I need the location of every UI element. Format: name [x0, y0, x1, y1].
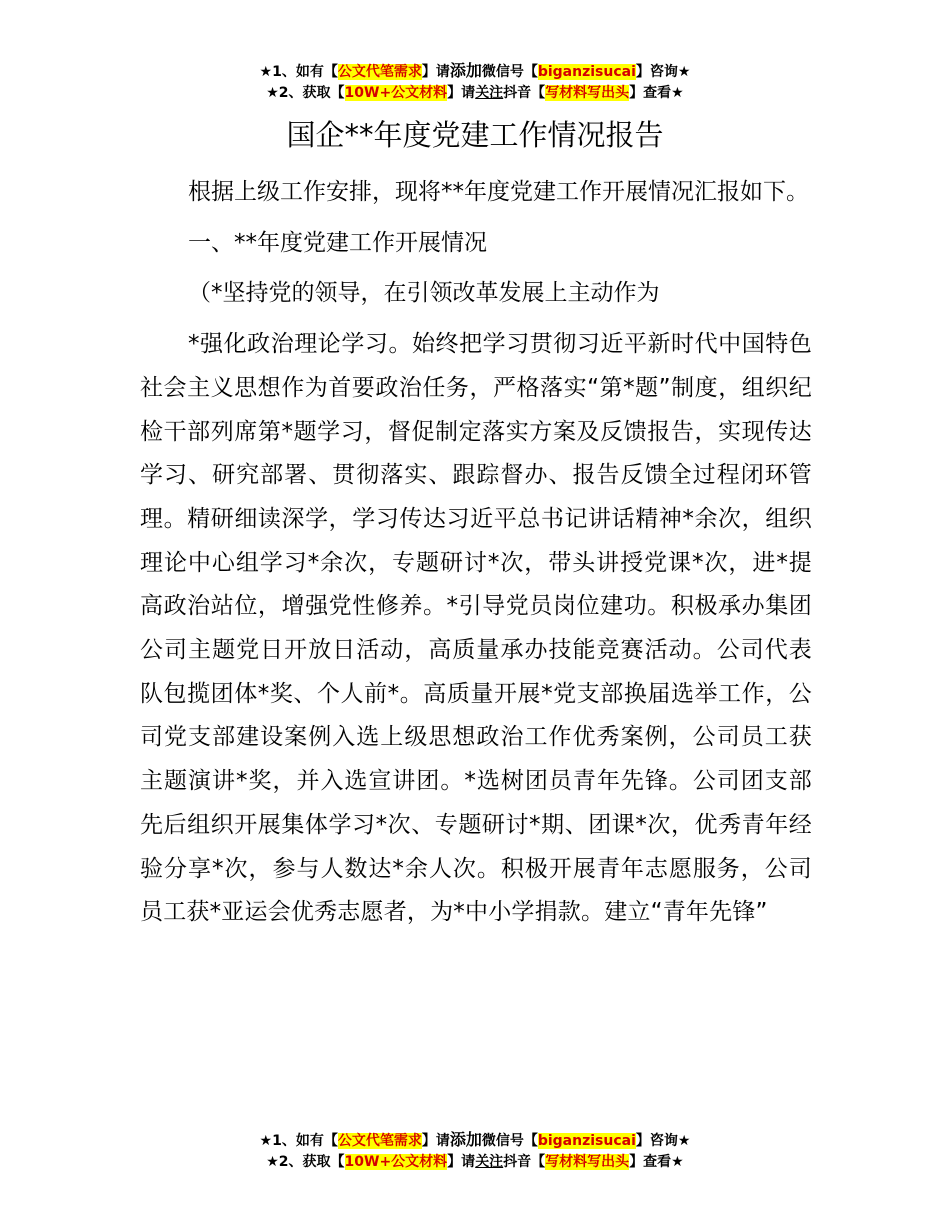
promo-banner-top: [0, 60, 950, 104]
promo-line-2: [0, 83, 950, 104]
promo-douyin-id: 写材料写出头: [545, 85, 630, 101]
promo-text: 抖音【: [503, 85, 546, 101]
promo-text: 微信号【: [481, 1133, 538, 1149]
promo-text: 】请: [447, 1154, 476, 1170]
promo-text: 】咨询★: [635, 64, 691, 80]
document-body: [140, 171, 812, 942]
promo-text: 】请: [447, 85, 476, 101]
promo-text: 抖音【: [503, 1154, 546, 1170]
promo-highlight: 公文代笔需求: [337, 64, 422, 80]
promo-emphasis: 添加: [449, 61, 482, 80]
promo-banner-bottom: [0, 1129, 950, 1173]
promo-text: ★2、获取【: [266, 1154, 345, 1170]
promo-wechat-id: biganzisucai: [537, 64, 636, 80]
promo-emphasis: 关注: [475, 1154, 504, 1170]
promo-highlight: 10W+公文材料: [344, 85, 448, 101]
promo-text: 】咨询★: [635, 1133, 691, 1149]
promo-text: ★1、如有【: [259, 1133, 338, 1149]
promo-text: 】查看★: [629, 1154, 684, 1170]
intro-paragraph: 根据上级工作安排，现将**年度党建工作开展情况汇报如下。: [188, 179, 809, 205]
document-title: 国企**年度党建工作情况报告: [286, 118, 664, 152]
promo-douyin-id: 写材料写出头: [545, 1154, 630, 1170]
promo-text: ★2、获取【: [266, 85, 345, 101]
promo-text: 】请: [421, 1133, 450, 1149]
promo-highlight: 10W+公文材料: [344, 1154, 448, 1170]
promo-highlight: 公文代笔需求: [337, 1133, 422, 1149]
promo-text: ★1、如有【: [259, 64, 338, 80]
promo-line-1: [0, 60, 950, 83]
promo-wechat-id: biganzisucai: [537, 1133, 636, 1149]
promo-text: 】请: [421, 64, 450, 80]
subsection-heading: （*坚持党的领导，在引领改革发展上主动作为: [188, 280, 660, 307]
body-paragraph: *强化政治理论学习。始终把学习贯彻习近平新时代中国特色社会主义思想作为首要政治任务，严格落实“第*题”制度，组织纪检干部列席第*题学习，督促制定落实方案及反馈报告，实现传达学习、研究部署、贯彻落实、跟踪督办、报告反馈全过程闭环管理。精研细读深学，学习传达习近平总书记讲话精神*余次，组织理论中心组学习*余次，专题研讨*次，带头讲授党课*次，进*提高政治站位，增强党性修养。*引导党员岗位建功。积极承办集团公司主题党日开放日活动，高质量承办技能竞赛活动。公司代表队包揽团体*奖、个人前*。高质量开展*党支部换届选举工作，公司党支部建设案例入选上级思想政治工作优秀案例，公司员工获主题演讲*奖，并入选宣讲团。*选树团员青年先锋。公司团支部先后组织开展集体学习*次、专题研讨*期、团课*次，优秀青年经验分享*次，参与人数达*余人次。积极开展青年志愿服务，公司员工获*亚运会优秀志愿者，为*中小学捐款。建立“青年先锋”: [140, 331, 812, 926]
promo-emphasis: 添加: [449, 1130, 482, 1149]
promo-emphasis: 关注: [475, 85, 504, 101]
promo-line-1: [0, 1129, 950, 1152]
promo-text: 微信号【: [481, 64, 538, 80]
promo-text: 】查看★: [629, 85, 684, 101]
section-heading: 一、**年度党建工作开展情况: [188, 229, 487, 256]
promo-line-2: [0, 1152, 950, 1173]
